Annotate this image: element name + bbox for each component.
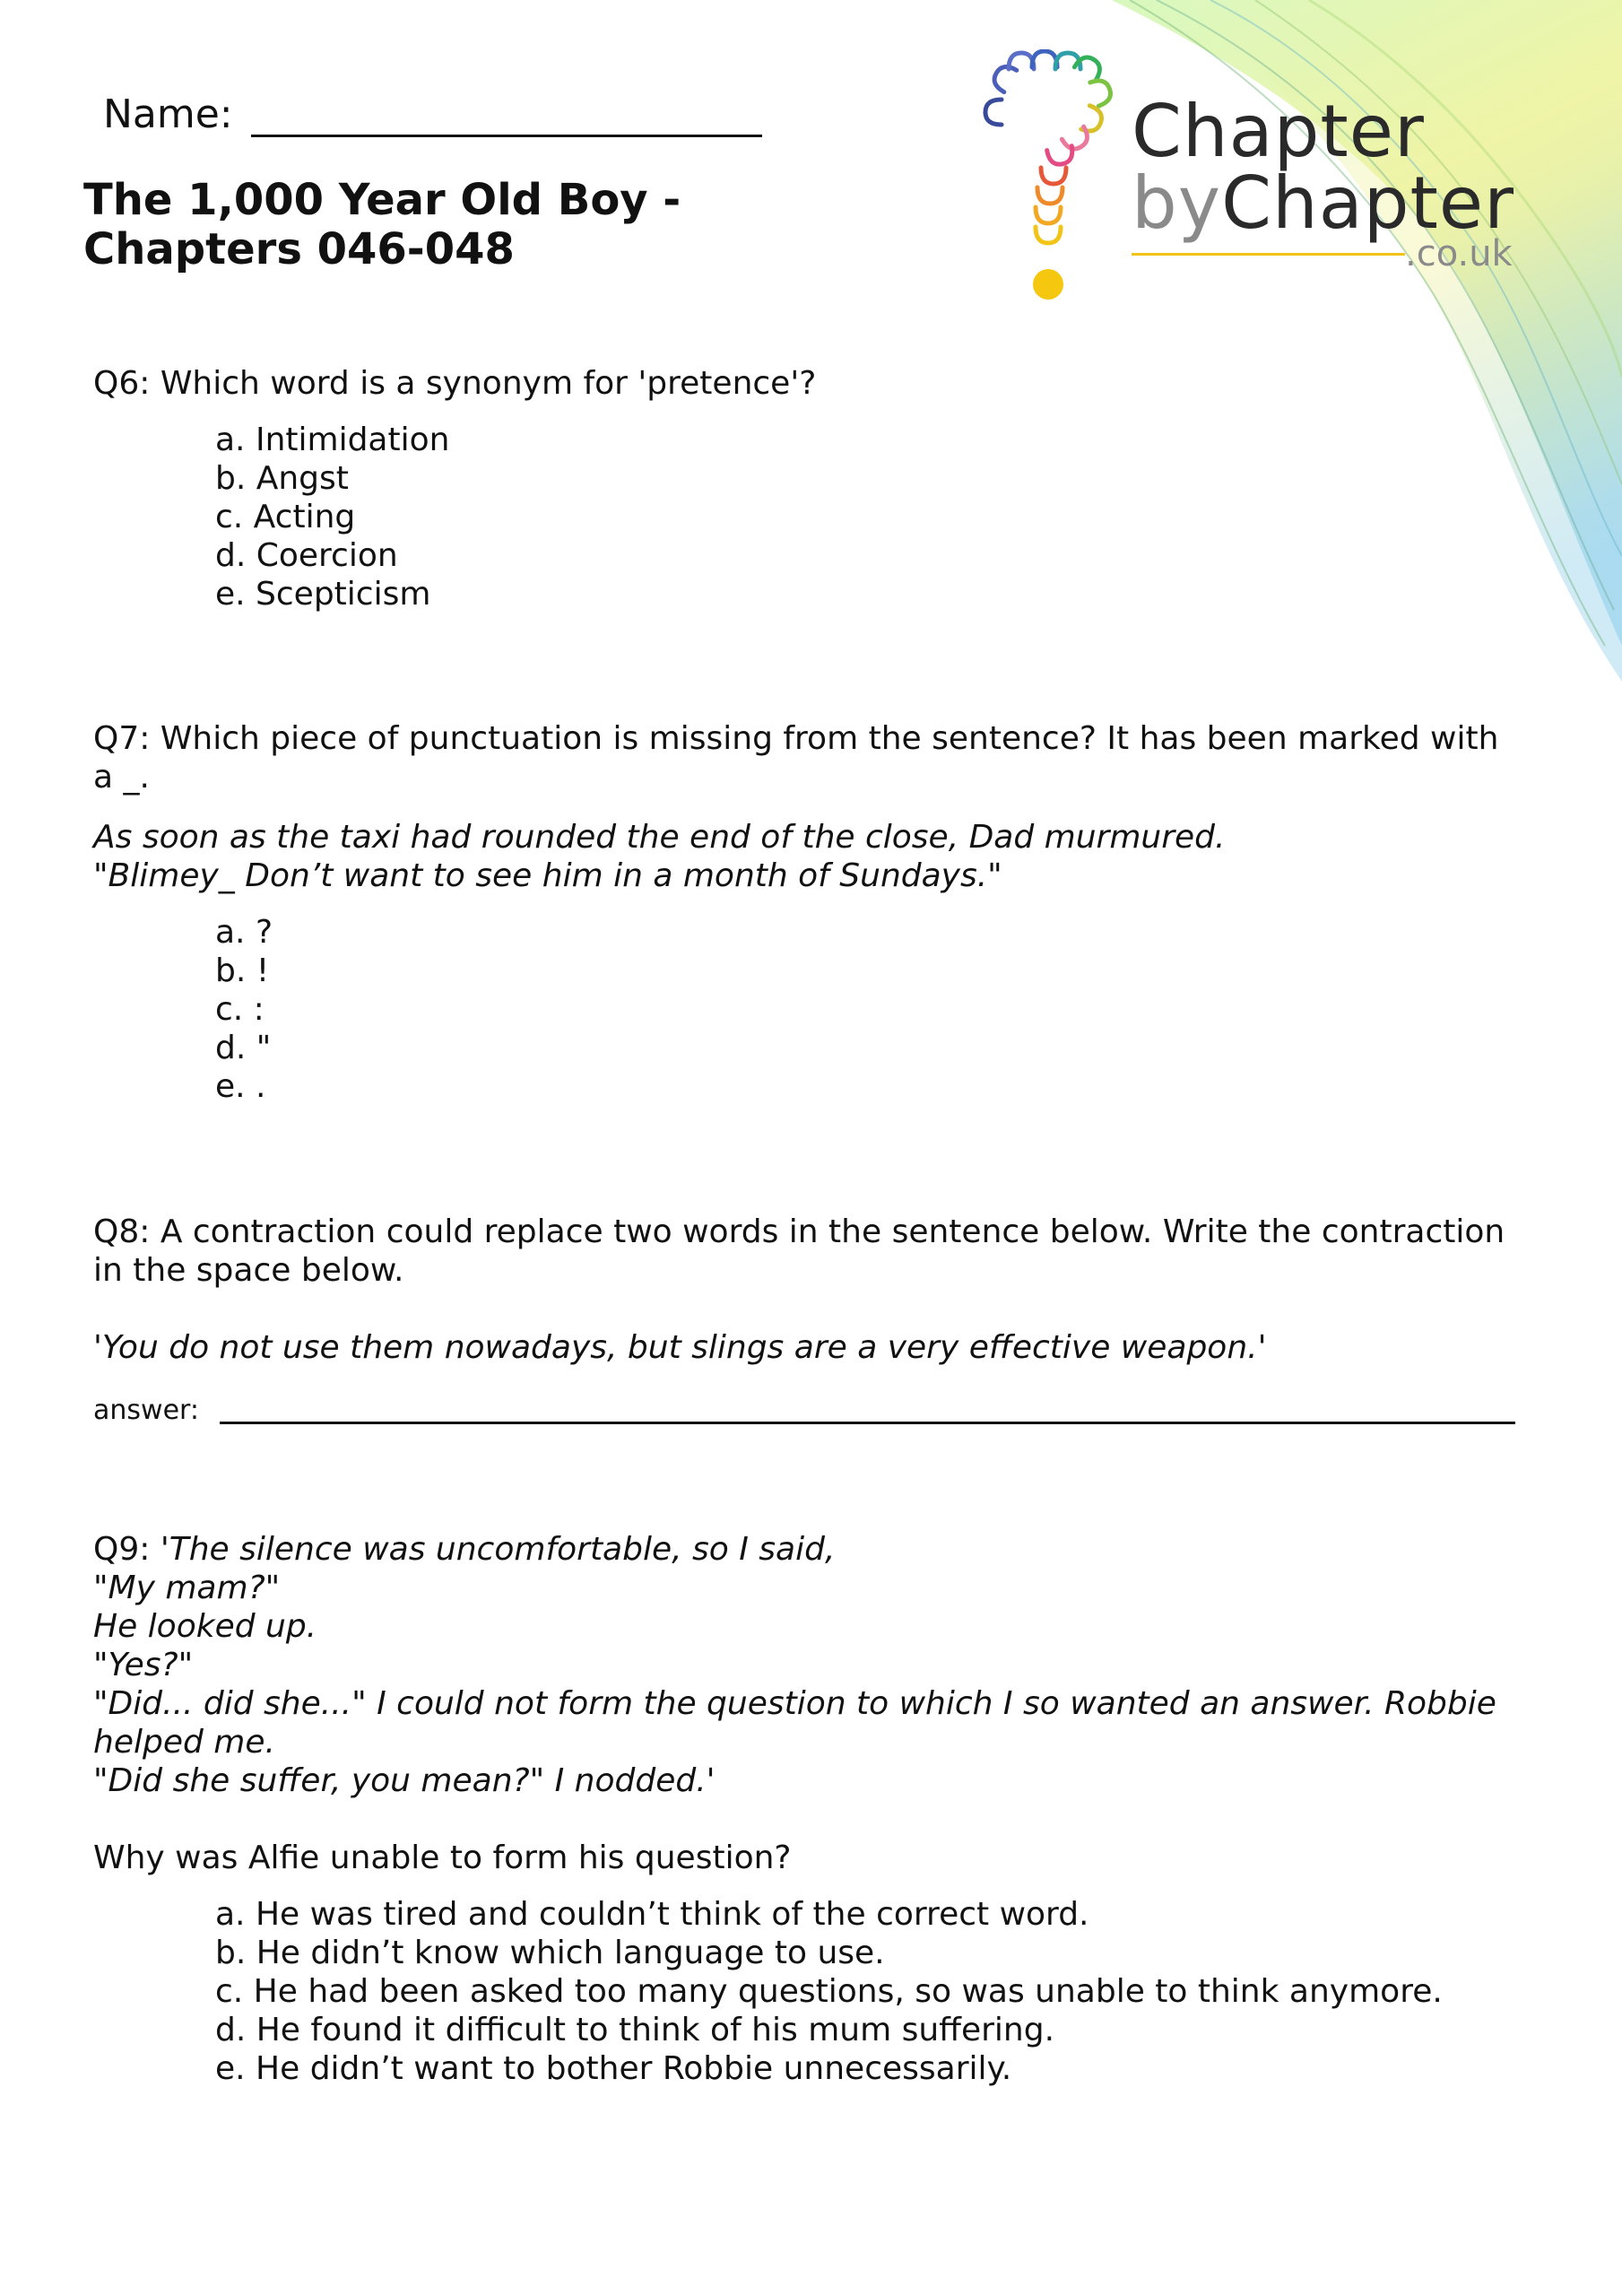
q6-option-b[interactable]: b. Angst bbox=[215, 460, 349, 497]
q7-options bbox=[93, 913, 1528, 1106]
q9-quote-line-2: "My mam?" bbox=[93, 1570, 281, 1606]
q8-answer-row bbox=[93, 1395, 199, 1426]
q9-quote-line-3: He looked up. bbox=[93, 1608, 317, 1645]
q9-option-d[interactable]: d. He found it difficult to think of his mum suffering. bbox=[215, 2012, 1055, 2048]
q9-quote-line-1 bbox=[93, 1530, 1528, 1569]
question-7 bbox=[93, 719, 1528, 1106]
q7-option-a[interactable]: a. ? bbox=[215, 914, 273, 951]
q9-quote-line-4: "Yes?" bbox=[93, 1647, 194, 1683]
title-line-2: Chapters 046-048 bbox=[83, 224, 515, 274]
q6-option-d[interactable]: d. Coercion bbox=[215, 537, 398, 574]
logo-underline bbox=[1132, 253, 1405, 256]
q8-prompt-line-1: Q8: A contraction could replace two words in the sentence below. Write the contraction bbox=[93, 1213, 1505, 1250]
q8-answer-line[interactable] bbox=[220, 1422, 1515, 1424]
q7-quote-line-2: "Blimey_ Don’t want to see him in a month of Sundays." bbox=[93, 857, 1002, 894]
q7-option-d[interactable]: d. " bbox=[215, 1030, 272, 1066]
q9-quote-line-6: helped me. bbox=[93, 1724, 275, 1761]
logo-word-chapter-2: Chapter bbox=[1221, 161, 1514, 245]
title-line-1: The 1,000 Year Old Boy - bbox=[83, 175, 681, 225]
q8-answer-label: answer: bbox=[93, 1395, 199, 1426]
question-9 bbox=[93, 1530, 1528, 2088]
q9-prompt: Why was Alfie unable to form his question? bbox=[93, 1839, 792, 1876]
q7-prompt-line-1: Q7: Which piece of punctuation is missing from the sentence? It has been marked with bbox=[93, 720, 1499, 757]
q7-prompt-line-2: a _. bbox=[93, 759, 150, 796]
q7-option-c[interactable]: c. : bbox=[215, 991, 265, 1028]
logo-word-chapter: Chapter bbox=[1132, 90, 1425, 173]
q8-prompt-line-2: in the space below. bbox=[93, 1252, 404, 1289]
logo-suffix: .co.uk bbox=[1405, 233, 1513, 274]
q8-quote: 'You do not use them nowadays, but slings are a very effective weapon.' bbox=[93, 1329, 1267, 1366]
q6-options bbox=[93, 421, 1528, 613]
worksheet-title bbox=[83, 176, 681, 274]
q7-quote-line-1: As soon as the taxi had rounded the end of the close, Dad murmured. bbox=[93, 819, 1226, 856]
q6-prompt: Q6: Which word is a synonym for 'pretence'? bbox=[93, 365, 817, 402]
q6-option-c[interactable]: c. Acting bbox=[215, 499, 356, 535]
question-8 bbox=[93, 1213, 1528, 1367]
logo-wordmark bbox=[1132, 90, 1544, 296]
q9-option-e[interactable]: e. He didn’t want to bother Robbie unnecessarily. bbox=[215, 2050, 1012, 2087]
q9-options bbox=[93, 1895, 1528, 2088]
q7-option-e[interactable]: e. . bbox=[215, 1068, 266, 1105]
q9-option-c[interactable]: c. He had been asked too many questions, so was unable to think anymore. bbox=[215, 1973, 1443, 2010]
name-input-line[interactable] bbox=[251, 90, 762, 137]
q9-quote-line-5: "Did... did she..." I could not form the question to which I so wanted an answer. Robbie bbox=[93, 1685, 1496, 1722]
q9-option-a[interactable]: a. He was tired and couldn’t think of the correct word. bbox=[215, 1896, 1089, 1933]
q9-quote-line-7: "Did she suffer, you mean?" I nodded.' bbox=[93, 1762, 716, 1799]
q9-option-b[interactable]: b. He didn’t know which language to use. bbox=[215, 1935, 885, 1971]
logo-word-by: by bbox=[1132, 161, 1222, 245]
q9-quote-1: 'The silence was uncomfortable, so I said, bbox=[160, 1531, 836, 1568]
question-6 bbox=[93, 364, 1528, 613]
q6-option-e[interactable]: e. Scepticism bbox=[215, 576, 431, 613]
q9-label: Q9: bbox=[93, 1531, 160, 1568]
name-label: Name: bbox=[103, 91, 233, 137]
q7-option-b[interactable]: b. ! bbox=[215, 952, 270, 989]
q6-option-a[interactable]: a. Intimidation bbox=[215, 422, 450, 458]
name-row bbox=[103, 90, 762, 137]
